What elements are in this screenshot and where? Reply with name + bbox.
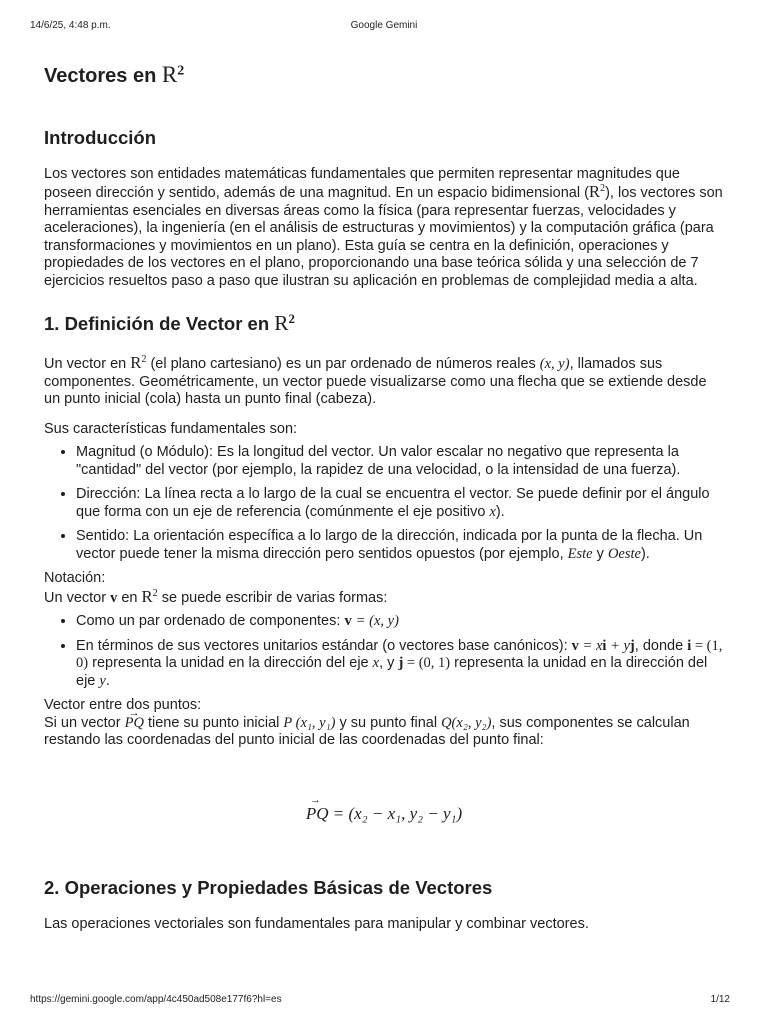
section-2-heading: 2. Operaciones y Propiedades Básicas de Vectores <box>44 876 493 898</box>
vector-formula: → PQ = (x₂ − x₁, y₂ − y₁) <box>44 804 724 824</box>
section-2-paragraph: Las operaciones vectoriales son fundamentales para manipular y combinar vectores. <box>44 915 589 932</box>
print-app-title: Google Gemini <box>350 20 418 31</box>
notation-list <box>44 613 724 690</box>
list-item-magnitude: • Magnitud (o Módulo): Es la longitud del vector. Un valor escalar no negativo que representa la "cantidad" del vector (por ejemplo, la rapidez de una velocidad, o la intensidad de una fuerza). <box>76 444 724 479</box>
section-1-paragraph: Un vector en $R^2$ (el plano cartesiano) es un par ordenado de números reales (x, y), llamados sus componentes. Geométricamente, un vector puede visualizarse como una flecha que se extiende desde un punto inicial (cola) hasta un punto final (cabeza). <box>44 353 707 408</box>
characteristics-list <box>44 444 724 563</box>
list-item-ordered-pair: • Como un par ordenado de componentes: v = (x, y) <box>76 613 724 631</box>
page-title: Vectores en $R^2$ <box>44 62 185 87</box>
print-datetime: 14/6/25, 4:48 p.m. <box>30 20 111 31</box>
characteristics-intro: Sus características fundamentales son: <box>44 420 298 437</box>
between-points-paragraph: Si un vector → PQ tiene su punto inicial P (x₁, y₁) y su punto final Q(x₂, y₂), sus componentes se calculan restando las coordenadas del punto inicial de las coordenadas del punto final: <box>44 715 724 750</box>
list-item-direction: • Dirección: La línea recta a lo largo de la cual se encuentra el vector. Se puede definir por el ángulo que forma con un eje de referencia (comúnmente el eje positivo x). <box>76 486 724 521</box>
notation-paragraph: Un vector v en $R^2$ se puede escribir de varias formas: <box>44 586 388 606</box>
intro-paragraph: Los vectores son entidades matemáticas fundamentales que permiten representar magnitudes que poseen dirección y sentido, además de una magnitud. En un espacio bidimensional $(R^2)$, los vectores son herramientas esenciales en diversas áreas como la física (para representar fuerzas, velocidades y aceleraciones), la ingeniería (en el análisis de estructuras y movimientos) y la computación gráfica (para transformaciones y movimientos en un plano). Esta guía se centra en la definición, operaciones y propiedades de los vectores en el plano, proporcionando una base teórica sólida y una selección de 7 ejercicios resueltos paso a paso que ilustran su aplicación en problemas de complejidad media a alta. <box>44 165 723 289</box>
intro-heading: Introducción <box>44 126 157 148</box>
page-indicator: 1/12 <box>710 994 730 1005</box>
print-url: https://gemini.google.com/app/4c450ad508e177f6?hl=es <box>30 994 282 1005</box>
notation-label: Notación: <box>44 570 106 587</box>
list-item-sense: • Sentido: La orientación específica a lo largo de la dirección, indicada por la punta de la flecha. Un vector puede tener la misma dirección pero sentidos opuestos (por ejemplo, Este y Oeste). <box>76 528 724 563</box>
list-item-unit-vectors: • En términos de sus vectores unitarios estándar (o vectores base canónicos): v = xi + yj, donde i = (1, 0) representa la unidad en la dirección del eje x, y j = (0, 1) representa la unidad en la dirección del eje y. <box>76 638 724 691</box>
section-1-heading: 1. Definición de Vector en $R^2$ <box>44 311 295 336</box>
document-body <box>44 60 724 933</box>
between-points-label: Vector entre dos puntos: <box>44 697 202 714</box>
vector-arrow-pq: → PQ <box>125 715 144 733</box>
